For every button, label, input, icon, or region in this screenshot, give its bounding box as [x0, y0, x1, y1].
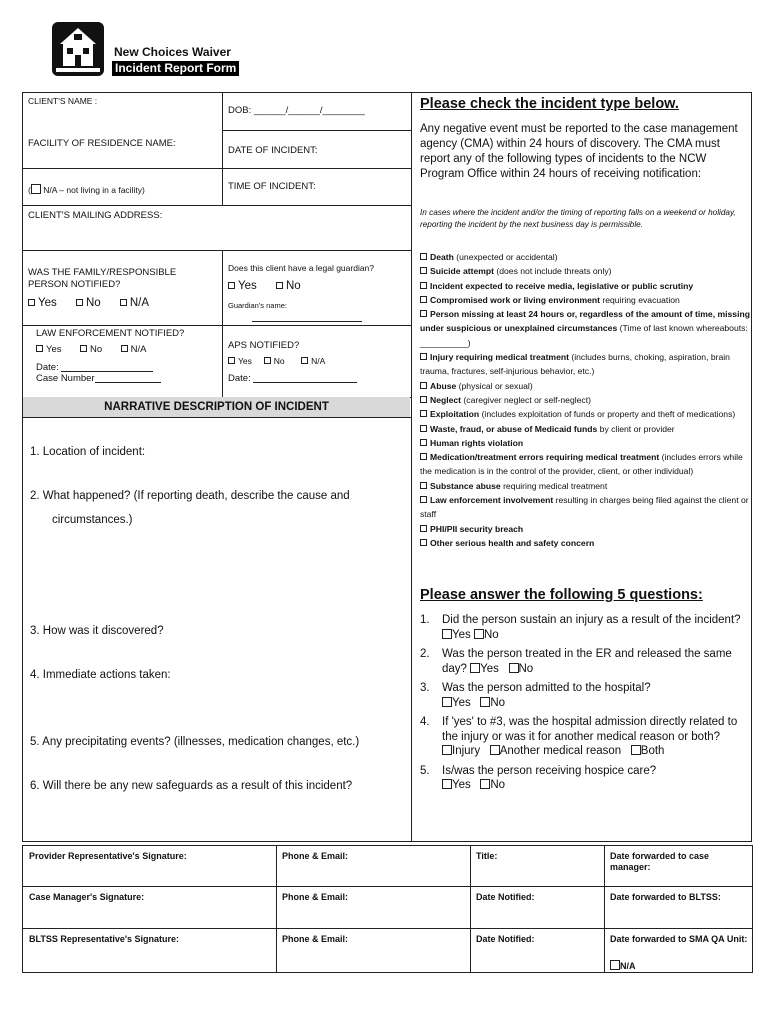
phone-email-field-2[interactable]: Phone & Email:	[282, 892, 349, 902]
incident-type-detail: (Time of last known whereabouts: __________)	[420, 323, 748, 348]
incident-type-detail: (includes errors while the medication is in the control of the provider, client, or other individual)	[420, 452, 743, 477]
narrative-item-6: 6. Will there be any new safeguards as a result of this incident?	[30, 780, 353, 792]
bltss-signature-field[interactable]: BLTSS Representative's Signature:	[29, 934, 180, 944]
phone-email-field-1[interactable]: Phone & Email:	[282, 851, 349, 861]
incident-type-checkbox[interactable]	[420, 410, 427, 417]
guardian-name-label: Guardian's name:	[228, 301, 287, 310]
incident-type-detail: by client or provider	[597, 423, 675, 434]
incident-type-item[interactable]	[420, 379, 752, 393]
question-1: 1. Did the person sustain an injury as a result of the incident? Yes No	[420, 614, 741, 641]
incident-type-item[interactable]	[420, 279, 752, 293]
narrative-item-5: 5. Any precipitating events? (illnesses, medication changes, etc.)	[30, 736, 360, 748]
q4-both-checkbox[interactable]	[631, 745, 641, 755]
incident-type-checkbox[interactable]	[420, 425, 427, 432]
incident-type-detail: (caregiver neglect or self-neglect)	[461, 394, 591, 405]
incident-type-item[interactable]	[420, 393, 752, 407]
incident-type-checkbox[interactable]	[420, 396, 427, 403]
narrative-item-3: 3. How was it discovered?	[30, 625, 164, 637]
incident-type-item[interactable]	[420, 479, 752, 493]
incident-type-checkbox[interactable]	[420, 310, 427, 317]
incident-type-label: Law enforcement involvement	[430, 495, 554, 506]
incident-type-label: Abuse	[430, 380, 457, 391]
aps-date-field[interactable]: Date:	[228, 372, 357, 384]
incident-type-detail: (physical or sexual)	[456, 380, 533, 391]
incident-type-label: Waste, fraud, or abuse of Medicaid funds	[430, 423, 598, 434]
time-of-incident-field[interactable]: TIME OF INCIDENT:	[228, 181, 316, 192]
question-5: 5. Is/was the person receiving hospice care? Yes No	[420, 764, 657, 791]
incident-type-item[interactable]	[420, 522, 752, 536]
narrative-item-2-cont: circumstances.)	[52, 514, 133, 526]
q2-yes-checkbox[interactable]	[470, 663, 480, 673]
sma-na-option[interactable]: N/A	[610, 960, 636, 972]
incident-type-detail: resulting in charges being filed against the client or staff	[420, 495, 749, 520]
q1-no-checkbox[interactable]	[474, 629, 484, 639]
incident-type-item[interactable]	[420, 536, 752, 550]
house-logo-icon	[52, 22, 104, 76]
date-notified-field-1[interactable]: Date Notified:	[476, 892, 535, 902]
reporting-instructions: Any negative event must be reported to the case management agency (CMA) within 24 hours of discovery. The CMA must report any of the following types of incidents to the NCW Program Office within 24 hours of receiving notification:	[420, 123, 738, 180]
guardian-options[interactable]: Yes No	[228, 280, 301, 292]
facility-na-option[interactable]: ( N/A – not living in a facility)	[28, 185, 145, 195]
incident-type-detail: (includes burns, choking, aspiration, brain trauma, fractures, self-injurious behavior, etc.)	[420, 352, 730, 377]
q4-another-checkbox[interactable]	[490, 745, 500, 755]
incident-type-item[interactable]	[420, 264, 752, 278]
title-field[interactable]: Title:	[476, 851, 498, 861]
incident-type-label: Exploitation	[430, 409, 480, 420]
incident-type-label: Neglect	[430, 394, 462, 405]
incident-type-label: Other serious health and safety concern	[430, 537, 595, 548]
narrative-item-4: 4. Immediate actions taken:	[30, 669, 171, 681]
q5-no-checkbox[interactable]	[480, 779, 490, 789]
incident-type-checkbox[interactable]	[420, 253, 427, 260]
sma-na-checkbox[interactable]	[610, 960, 620, 970]
na-label: N/A – not living in a facility)	[43, 185, 145, 195]
date-forwarded-bltss-field[interactable]: Date forwarded to BLTSS:	[610, 892, 721, 902]
incident-type-label: Incident expected to receive media, legislative or public scrutiny	[430, 280, 694, 291]
incident-type-label: Compromised work or living environment	[430, 294, 600, 305]
incident-type-item[interactable]	[420, 422, 752, 436]
guardian-question: Does this client have a legal guardian?	[228, 263, 375, 273]
dob-field[interactable]: DOB: ______/______/________	[228, 105, 365, 116]
narrative-item-1: 1. Location of incident:	[30, 446, 146, 458]
incident-type-item[interactable]	[420, 436, 752, 450]
case-number-field[interactable]: Case Number	[36, 372, 161, 384]
incident-type-heading: Please check the incident type below.	[420, 96, 679, 112]
date-of-incident-field[interactable]: DATE OF INCIDENT:	[228, 145, 318, 156]
incident-type-item[interactable]	[420, 250, 752, 264]
incident-type-checkbox[interactable]	[420, 482, 427, 489]
date-forwarded-cm-field[interactable]: Date forwarded to case manager:	[610, 851, 710, 872]
incident-type-checkbox[interactable]	[420, 382, 427, 389]
na-checkbox[interactable]	[31, 184, 41, 194]
incident-type-item[interactable]	[420, 350, 752, 379]
incident-type-checkbox[interactable]	[420, 439, 427, 446]
form-subtitle: Incident Report Form	[112, 61, 239, 76]
incident-type-detail: requiring medical treatment	[500, 480, 608, 491]
facility-label: FACILITY OF RESIDENCE NAME:	[28, 138, 176, 149]
incident-type-checkbox[interactable]	[420, 496, 427, 503]
incident-type-detail: (includes exploitation of funds or property and theft of medications)	[479, 409, 736, 420]
incident-type-label: PHI/PII security breach	[430, 523, 524, 534]
incident-type-list	[420, 250, 752, 550]
incident-type-detail: requiring evacuation	[600, 294, 680, 305]
signature-table	[22, 845, 753, 973]
q2-no-checkbox[interactable]	[509, 663, 519, 673]
family-notified-label: WAS THE FAMILY/RESPONSIBLE PERSON NOTIFIED?	[28, 267, 177, 290]
q3-no-checkbox[interactable]	[480, 697, 490, 707]
q1-yes-checkbox[interactable]	[442, 629, 452, 639]
incident-type-checkbox[interactable]	[420, 353, 427, 360]
incident-type-checkbox[interactable]	[420, 539, 427, 546]
weekend-note: In cases where the incident and/or the timing of reporting falls on a weekend or holiday, reporting the incident by the next business day is permissible.	[420, 208, 736, 229]
aps-options[interactable]: Yes No N/A	[228, 356, 325, 366]
incident-type-label: Person missing at least 24 hours or, regardless of the amount of time, missing under suspicious or unexplained circumstances	[420, 309, 750, 334]
date-notified-field-2[interactable]: Date Notified:	[476, 934, 535, 944]
incident-type-label: Substance abuse	[430, 480, 501, 491]
incident-type-checkbox[interactable]	[420, 525, 427, 532]
incident-type-label: Human rights violation	[430, 437, 524, 448]
question-4: 4. If 'yes' to #3, was the hospital admission directly related to the injury or was it for another medical reason or both? Injury Another medical reason Both	[420, 716, 738, 757]
incident-type-label: Injury requiring medical treatment	[430, 352, 569, 363]
q5-yes-checkbox[interactable]	[442, 779, 452, 789]
law-enforcement-options[interactable]: Yes No N/A	[36, 344, 146, 355]
date-forwarded-sma-field[interactable]: Date forwarded to SMA QA Unit:	[610, 934, 748, 944]
question-3: 3. Was the person admitted to the hospital? Yes No	[420, 682, 651, 709]
law-date-field[interactable]: Date:	[36, 361, 153, 373]
questions-heading: Please answer the following 5 questions:	[420, 587, 703, 603]
incident-type-item[interactable]	[420, 493, 752, 522]
phone-email-field-3[interactable]: Phone & Email:	[282, 934, 349, 944]
incident-type-checkbox[interactable]	[420, 267, 427, 274]
guardian-name-line[interactable]	[252, 311, 362, 322]
incident-type-item[interactable]	[420, 307, 752, 350]
incident-type-detail: (does not include threats only)	[494, 266, 612, 277]
incident-type-label: Medication/treatment errors requiring medical treatment	[430, 452, 660, 463]
incident-type-checkbox[interactable]	[420, 282, 427, 289]
family-notified-options[interactable]: Yes No N/A	[28, 297, 149, 309]
case-manager-signature-field[interactable]: Case Manager's Signature:	[29, 892, 145, 902]
incident-type-label: Death	[430, 252, 454, 262]
incident-type-item[interactable]	[420, 407, 752, 421]
incident-type-label: Suicide attempt	[430, 266, 494, 277]
narrative-item-2: 2. What happened? (If reporting death, describe the cause and	[30, 490, 350, 502]
law-enforcement-label: LAW ENFORCEMENT NOTIFIED?	[36, 328, 185, 339]
incident-type-checkbox[interactable]	[420, 453, 427, 460]
client-name-label: CLIENT'S NAME :	[28, 96, 98, 106]
question-2: 2. Was the person treated in the ER and released the same day? Yes No	[420, 648, 732, 675]
q4-injury-checkbox[interactable]	[442, 745, 452, 755]
incident-type-item[interactable]	[420, 450, 752, 479]
incident-type-detail: (unexpected or accidental)	[453, 252, 558, 262]
aps-notified-label: APS NOTIFIED?	[228, 340, 300, 351]
incident-type-checkbox[interactable]	[420, 296, 427, 303]
questions-list	[420, 613, 750, 798]
incident-type-item[interactable]	[420, 293, 752, 307]
mailing-address-label: CLIENT'S MAILING ADDRESS:	[28, 210, 163, 221]
form-title: New Choices Waiver	[114, 45, 231, 59]
narrative-header: NARRATIVE DESCRIPTION OF INCIDENT	[23, 397, 410, 417]
q3-yes-checkbox[interactable]	[442, 697, 452, 707]
provider-signature-field[interactable]: Provider Representative's Signature:	[29, 851, 187, 861]
